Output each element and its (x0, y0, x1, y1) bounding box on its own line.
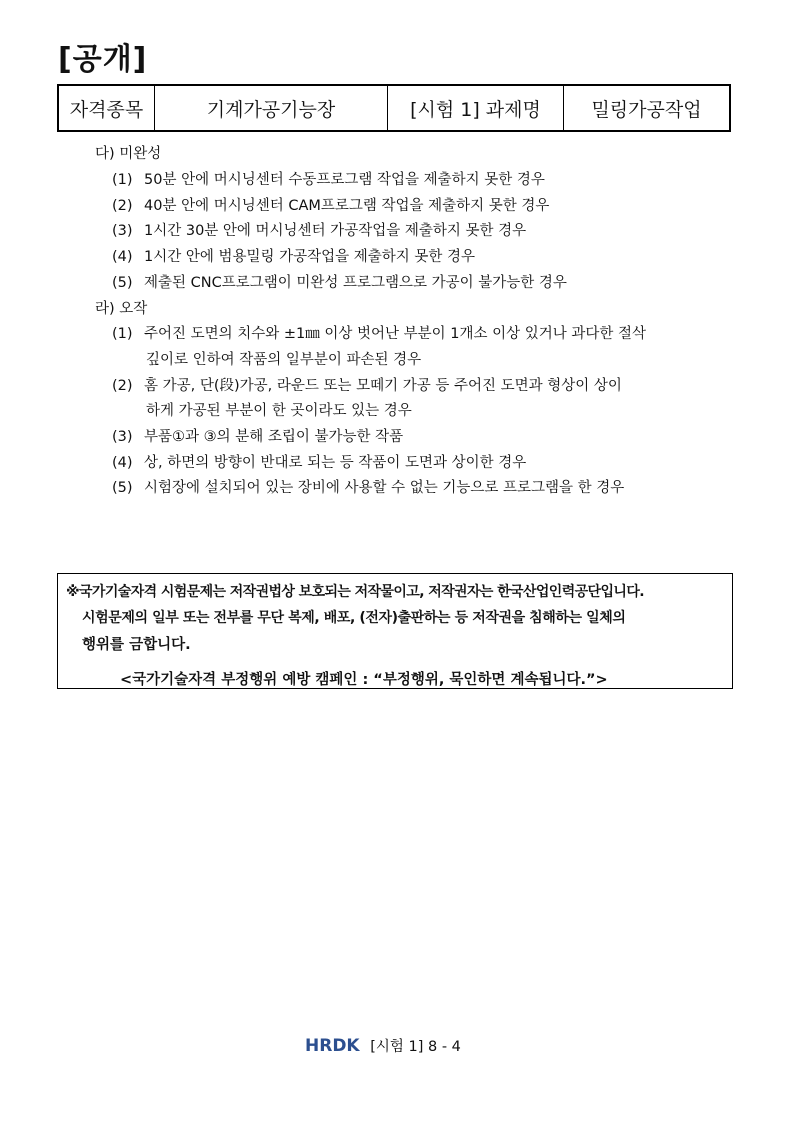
list-item: (4) 1시간 안에 범용밀링 가공작업을 제출하지 못한 경우 (112, 249, 476, 265)
list-item-continuation: 하게 가공된 부분이 한 곳이라도 있는 경우 (146, 403, 412, 419)
list-item: (2) 홈 가공, 단(段)가공, 라운드 또는 모떼기 가공 등 주어진 도면과 형상이 상이 (112, 378, 622, 394)
copyright-notice-line: ※국가기술자격 시험문제는 저작권법상 보호되는 저작물이고, 저작권자는 한국산업인력공단입니다. (66, 584, 644, 600)
disclosure-badge: [공개] (58, 42, 148, 77)
exam-info-table (57, 84, 731, 132)
task-value: 밀링가공작업 (564, 85, 731, 131)
list-item: (1) 주어진 도면의 치수와 ±1㎜ 이상 벗어난 부분이 1개소 이상 있거나 과다한 절삭 (112, 326, 647, 342)
list-item: (3) 1시간 30분 안에 머시닝센터 가공작업을 제출하지 못한 경우 (112, 223, 527, 239)
list-item: (5) 제출된 CNC프로그램이 미완성 프로그램으로 가공이 불가능한 경우 (112, 275, 567, 291)
list-item: (1) 50분 안에 머시닝센터 수동프로그램 작업을 제출하지 못한 경우 (112, 172, 545, 188)
list-item: (5) 시험장에 설치되어 있는 장비에 사용할 수 없는 기능으로 프로그램을 한 경우 (112, 480, 625, 496)
copyright-notice-line: 시험문제의 일부 또는 전부를 무단 복제, 배포, (전자)출판하는 등 저작권을 침해하는 일체의 (82, 610, 626, 626)
list-item: (3) 부품①과 ③의 분해 조립이 불가능한 작품 (112, 429, 404, 445)
copyright-notice-box (57, 573, 733, 689)
list-item: (2) 40분 안에 머시닝센터 CAM프로그램 작업을 제출하지 못한 경우 (112, 198, 550, 214)
task-label: [시험 1] 과제명 (388, 85, 564, 131)
list-item-continuation: 깊이로 인하여 작품의 일부분이 파손된 경우 (146, 352, 422, 368)
section-faulty-heading: 라) 오작 (95, 301, 148, 317)
copyright-notice-line: 행위를 금합니다. (82, 637, 191, 653)
list-item: (4) 상, 하면의 방향이 반대로 되는 등 작품이 도면과 상이한 경우 (112, 455, 527, 471)
section-incomplete-heading: 다) 미완성 (95, 146, 162, 162)
campaign-slogan: <국가기술자격 부정행위 예방 캠페인 : “부정행위, 묵인하면 계속됩니다.”> (120, 672, 608, 688)
hrdk-logo: HRDK (305, 1036, 360, 1056)
qualification-label: 자격종목 (58, 85, 155, 131)
page-number: [시험 1] 8 - 4 (370, 1039, 461, 1055)
qualification-value: 기계가공기능장 (155, 85, 388, 131)
page-footer (305, 1035, 461, 1056)
